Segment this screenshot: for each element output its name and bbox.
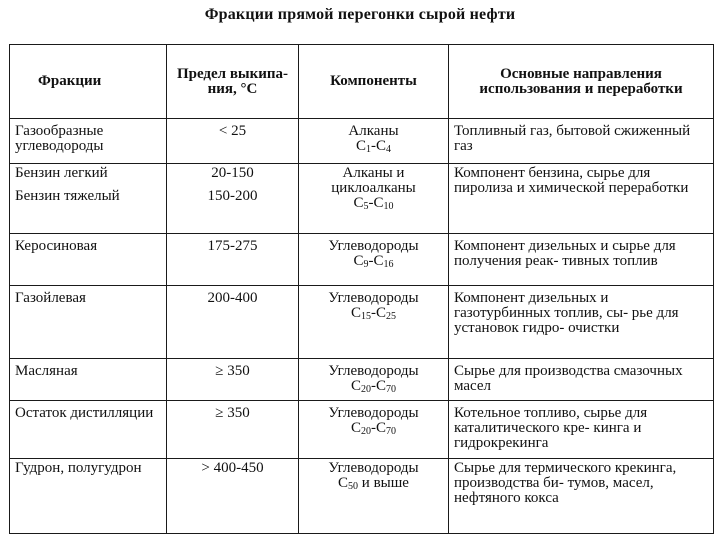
components-formula [304,421,443,439]
formula-part: -C [371,138,386,155]
header-boiling: Предел выкипа- ния, °С [167,45,299,119]
formula-sub: 5 [363,200,369,212]
formula-part: C [353,194,364,211]
boiling-range: < 25 [167,119,299,163]
header-fraction: Фракции [10,45,167,119]
components-text: Алканы [348,123,399,140]
formula-sub: 70 [386,426,396,438]
formula-sub: 9 [363,259,369,271]
usage-text: Топливный газ, бытовой сжиженный газ [449,119,714,163]
formula-part: -C [371,305,386,322]
formula-part: C [353,253,364,270]
boiling-range: 150-200 [167,187,299,233]
fraction-name: Остаток дистилляции [10,401,167,459]
usage-text: Сырье для термического крекинга, производства би- тумов, масел, нефтяного кокса [449,459,714,534]
boiling-range: 200-400 [167,286,299,358]
formula-part: -C [371,420,386,437]
boiling-range: > 400-450 [167,459,299,534]
fraction-name: Газообразные углеводороды [10,119,167,163]
boiling-range: 20-150 [167,163,299,187]
formula-sub: 16 [383,259,394,271]
formula-sub: 50 [348,481,359,493]
table-row [10,286,714,358]
usage-text: Сырье для производства смазочных масел [449,358,714,400]
table-row [10,401,714,459]
usage-text: Компонент дизельных и газотурбинных топлив, сы- рье для установок гидро- очистки [449,286,714,358]
fractions-table [9,44,714,534]
formula-part: C [350,420,361,437]
usage-text: Компонент бензина, сырье для пиролиза и химической переработки [449,163,714,233]
components-formula [304,476,443,494]
formula-sub: 20 [361,383,371,395]
components-cell [299,286,449,358]
formula-part: -C [368,194,384,211]
header-components: Компоненты [299,45,449,119]
components-cell [299,401,449,459]
usage-text: Котельное топливо, сырье для каталитического кре- кинга и гидрокрекинга [449,401,714,459]
formula-part: -C [368,253,384,270]
fraction-name: Гудрон, полугудрон [10,459,167,534]
components-cell [299,459,449,534]
fraction-name: Масляная [10,358,167,400]
components-cell [299,163,449,233]
formula-sub: 10 [383,200,394,212]
boiling-range: 175-275 [167,234,299,286]
fraction-name: Керосиновая [10,234,167,286]
page-title: Фракции прямой перегонки сырой нефти [204,6,516,23]
formula-sub: 1 [366,144,371,156]
components-cell [299,119,449,163]
formula-part: и выше [358,475,409,492]
formula-part: C [350,377,361,394]
components-cell [299,234,449,286]
fraction-name: Бензин легкий [10,163,167,187]
table-row [10,358,714,400]
formula-part: -C [371,377,386,394]
components-formula [304,379,443,397]
formula-sub: 20 [361,426,371,438]
components-text: Углеводороды [328,460,419,477]
formula-sub: 4 [386,144,391,156]
table-row [10,459,714,534]
components-formula [304,306,443,324]
formula-part: C [338,475,349,492]
components-text: Углеводороды [328,362,419,379]
usage-text: Компонент дизельных и сырье для получения реак- тивных топлив [449,234,714,286]
boiling-range: ≥ 350 [167,358,299,400]
table-header-row [10,45,714,119]
components-text: Углеводороды [328,405,419,422]
formula-sub: 25 [386,311,396,323]
components-text: Алканы и циклоалканы [331,164,416,196]
components-formula [304,196,443,214]
components-formula [304,254,443,272]
table-row [10,234,714,286]
header-usage: Основные направления использования и переработки [449,45,714,119]
table-row [10,163,714,187]
formula-part: C [350,305,361,322]
components-text: Углеводороды [328,238,419,255]
formula-part: C [355,138,366,155]
fraction-name: Газойлевая [10,286,167,358]
components-cell [299,358,449,400]
components-text: Углеводороды [328,290,419,307]
components-formula [304,139,443,157]
fraction-name: Бензин тяжелый [10,187,167,233]
table-row [10,119,714,163]
boiling-range: ≥ 350 [167,401,299,459]
formula-sub: 15 [361,311,371,323]
formula-sub: 70 [386,383,396,395]
